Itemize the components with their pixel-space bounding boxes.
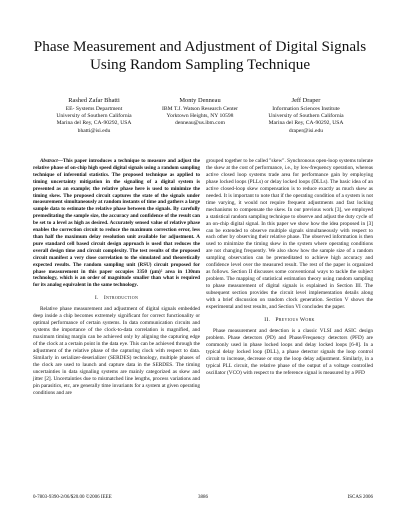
author-affiliation: Information Sciences Institute — [272, 105, 340, 112]
abstract — [33, 158, 200, 289]
author-3 — [240, 97, 372, 135]
introduction-paragraph: Relative phase measurement and adjustment of digital signals embedded deep inside a chip becomes extremely significant for correct functionality or optimal performance of certain systems. In data communication circuits and systems the importance of the clock-to-data correlation is magnified, and maximum timing margin can be achieved only by aligning the capturing edge of the clock at a certain point in the data eye. This can be achieved through the adjustment of the relative phase of the capturing clock with respect to data. Similarly in serializer-deserializer (SERDES) technology, multiple phases of the clock are used to launch and capture data in the SERDES. The timing uncertainties in data signaling systems are mainly categorized as skew and jitter [2]. Uncertainties due to mismatched line lengths, process variations and pin parasitics, etc, are generally time invariants for a system at given operating conditions and are — [33, 306, 200, 396]
author-city: Marina del Rey, CA-90292, USA — [268, 120, 344, 127]
abstract-lead: Abstract — [40, 158, 58, 164]
section-number: I. — [94, 295, 99, 302]
author-affiliation: IBM T.J. Watson Research Center — [162, 105, 238, 112]
author-city: Marina del Rey, CA-90292, USA — [56, 120, 132, 127]
author-organization: University of Southern California — [268, 113, 344, 119]
author-affiliation: EE- Systems Department — [65, 105, 123, 112]
previous-work-paragraph: Phase measurement and detection is a classic VLSI and ASIC design problem. Phase detectors (PD) and Phase/Frequency detectors (PFD) are commonly used in phase locked loops and delay locked loops [6-8]. In a typical delay locked loop (DLL), a phase detector signals the loop control circuit to increase, decrease or stop the loop delay adjustment. Similarly, in a typical PLL circuit, the relative phase of the output of a voltage controlled oscillator (VCO) with respect to the reference signal is measured by a PFD — [206, 327, 373, 376]
paper-title: Phase Measurement and Adjustment of Digital Signals Using Random Sampling Technique — [33, 38, 367, 73]
author-email: draper@isi.edu — [288, 127, 324, 134]
author-name: Jeff Draper — [291, 97, 321, 104]
author-name: Monty Denneau — [179, 97, 221, 104]
section-title: Introduction — [103, 295, 139, 302]
author-email: bhatti@isi.edu — [77, 127, 111, 134]
author-name: Rashed Zafar Bhatti — [68, 97, 120, 104]
page-footer — [33, 494, 373, 502]
author-organization: University of Southern California — [56, 113, 132, 119]
abstract-text: —This paper introduces a technique to measure and adjust the relative phase of on-chip high speed digital signals using a random sampling technique of inferential statistics. The proposed technique as applied to timing uncertainty mitigation in the signaling of a digital system is presented as an example; the relative phase here is used to minimize the timing skew. The proposed circuit captures the state of the signals under measurement simultaneously at random instants of time and gathers a large sample data to estimate the relative phase between the signals. By carefully premeditating the sample size, the accuracy and confidence of the result can be set to a level as high as desired. Accurately sensed value of relative phase enables the correction circuit to reduce the maximum correction error, less than half the maximum delay resolution unit available for adjustment. A pure standard cell based circuit design approach is used that reduces the overall design time and circuit complexity. The test results of the proposed circuit manifest a very close correlation to the simulated and theoretically expected results. The random sampling unit (RSU) circuit proposed for phase measurement in this paper occupies 3350 (µm)² area in 130nm technology, which is an order of magnitude smaller than what is required for its analog equivalent in the same technology. — [33, 158, 200, 289]
section-heading-introduction — [33, 295, 200, 301]
author-organization: Yorktown Heights, NY 10598 — [166, 113, 234, 119]
left-column — [33, 158, 200, 397]
footer-copyright: 0-7803-9390-2/06/$20.00 ©2006 IEEE — [33, 495, 112, 500]
section-title: Previous Work — [275, 316, 315, 323]
author-email: denneau@us.ibm.com — [175, 120, 225, 127]
right-column — [206, 158, 373, 377]
introduction-continued: grouped together to be called "skew". Synchronous open-loop systems tolerate the skew at the cost of performance, i.e., by low-frequency operation, whereas active closed loop systems trade area for performance gain by employing phase locked loops (PLLs) or delay locked loops (DLLs). The basic idea of an active closed-loop skew compensation is to reduce exactly as much skew as needed. It is important to note that if the operating condition of a system is not time varying, it would not require frequent adjustments and fast locking mechanisms to compensate the skew. In our previous work [3], we employed a statistical random sampling technique to observe and adjust the duty cycle of an on-chip digital signal. In this paper we show how the idea proposed in [3] can be extended to observe multiple signals simultaneously with respect to each other by observing their relative phase. The observed information is then used to minimize the timing skew in the system where operating conditions are not changing frequently. We also show how the sample size of a random sampling observation can be premeditated to achieve high accuracy and confidence level over the measured result. The rest of the paper is organized as follows. Section II discusses some conventional ways to tackle the subject problem. The mapping of statistical estimation theory using random sampling to phase measurement of digital signals is explained in Section III. The subsequent section provides the circuit level implementation details along with a brief discussion on random clock generation. Section V shows the experimental and test results, and Section VI concludes the paper. — [206, 158, 373, 311]
section-number: II. — [264, 316, 271, 323]
conference-name: ISCAS 2006 — [347, 495, 373, 500]
page-number: 3886 — [198, 495, 208, 500]
author-block — [0, 97, 400, 145]
section-heading-previous-work — [206, 317, 373, 323]
